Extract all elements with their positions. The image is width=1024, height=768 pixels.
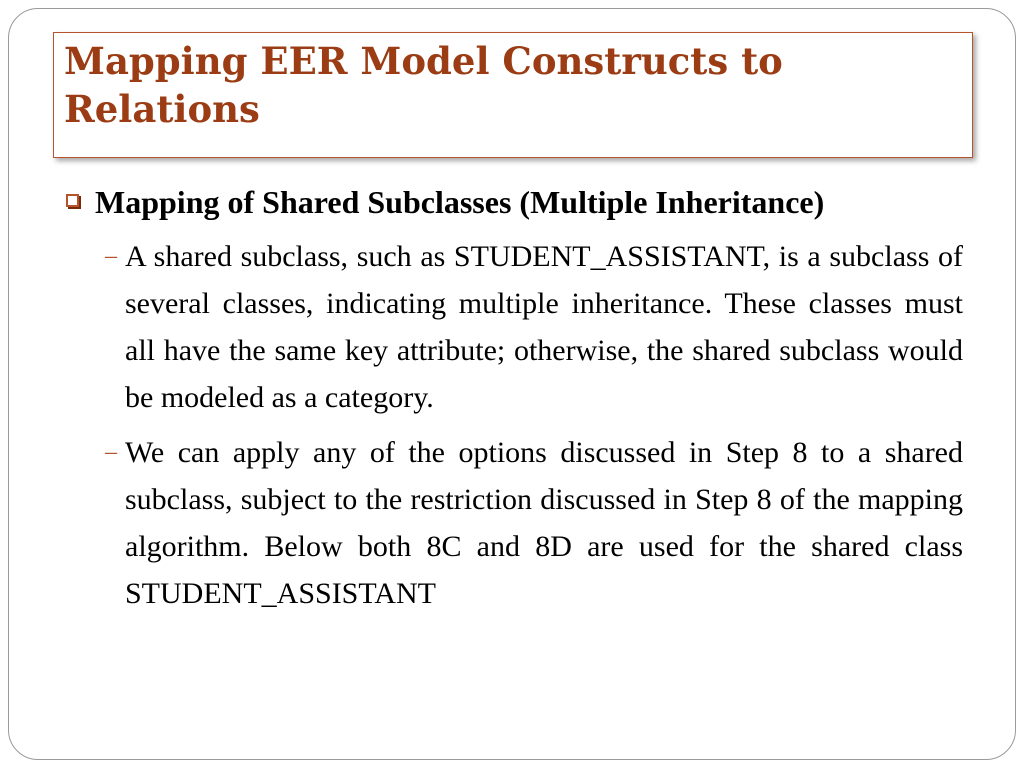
sub-bullet (63, 233, 963, 421)
slide (8, 8, 1016, 760)
slide-title: Mapping EER Model Constructs to Relations (64, 39, 783, 131)
dash-bullet-icon: – (105, 439, 117, 465)
title-box (53, 32, 973, 158)
dash-bullet-icon: – (105, 243, 117, 269)
sub-bullet (63, 429, 963, 617)
main-bullet (63, 179, 963, 225)
sub-bullet-text: A shared subclass, such as STUDENT_ASSISTANT, is a subclass of several classes, indicating multiple inheritance. These classes must all have the same key attribute; otherwise, the shared subclass would be modeled as a category. (125, 240, 963, 414)
square-bullet-icon (66, 194, 79, 207)
sub-bullet-text: We can apply any of the options discussed in Step 8 to a shared subclass, subject to the restriction discussed in Step 8 of the mapping algorithm. Below both 8C and 8D are used for the shared class STUDENT_ASSISTANT (125, 436, 963, 610)
main-bullet-text: Mapping of Shared Subclasses (Multiple Inheritance) (95, 184, 825, 220)
slide-content (63, 179, 963, 617)
